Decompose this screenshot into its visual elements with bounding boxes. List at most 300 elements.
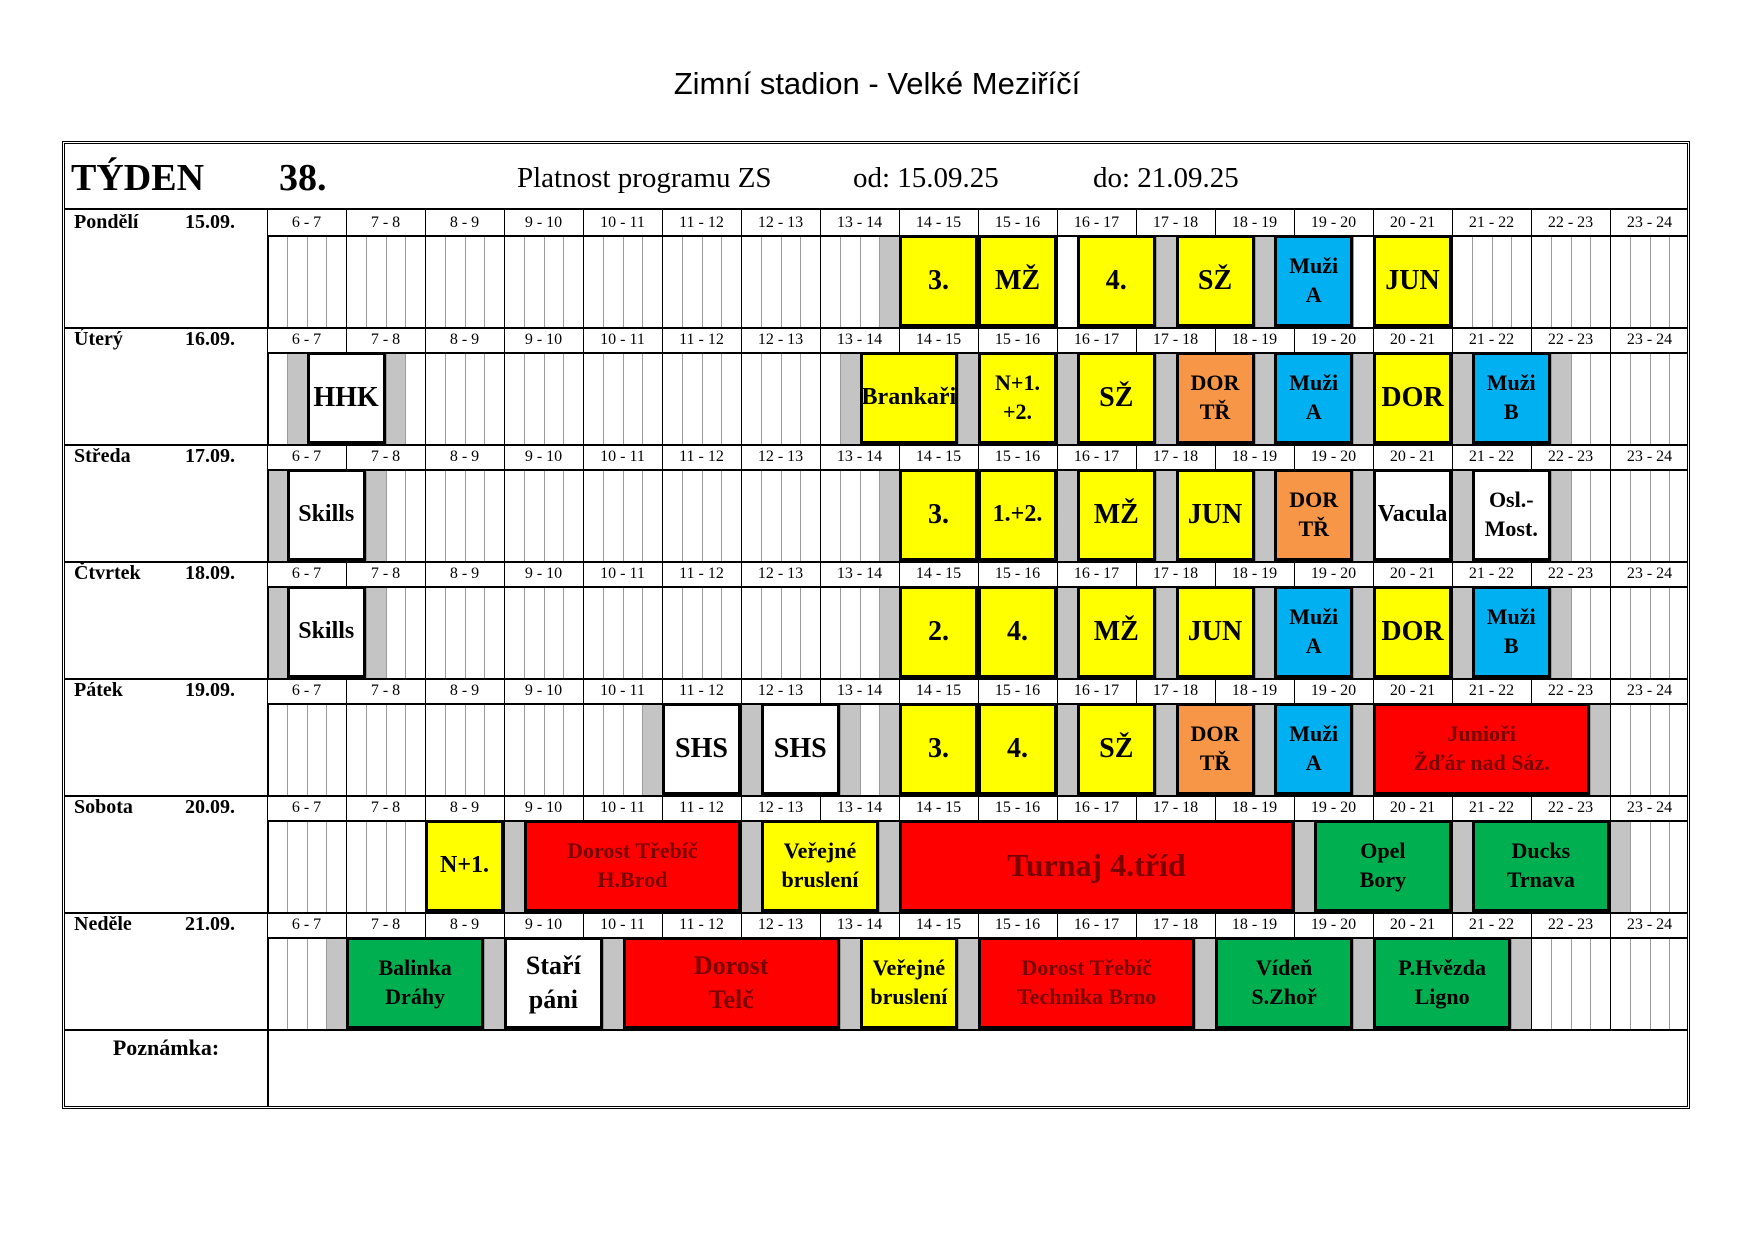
quarter-line (484, 586, 485, 678)
hour-line (1689, 444, 1690, 561)
gap-block (1452, 820, 1472, 912)
quarter-line (1630, 586, 1631, 678)
hour-label: 13 - 14 (836, 682, 883, 699)
event-block[interactable]: 4. (1077, 235, 1156, 327)
event-block[interactable]: Veřejné bruslení (860, 937, 959, 1029)
quarter-line (1650, 469, 1651, 561)
quarter-line (860, 235, 861, 327)
hour-line (1689, 561, 1690, 678)
quarter-line (642, 352, 643, 444)
event-block[interactable]: 4. (978, 586, 1057, 678)
quarter-line (1669, 703, 1670, 795)
hour-label: 9 - 10 (524, 682, 563, 699)
hour-label: 12 - 13 (757, 916, 804, 933)
event-block[interactable]: Skills (287, 469, 366, 561)
gap-block (879, 235, 899, 327)
event-block[interactable]: SŽ (1176, 235, 1255, 327)
quarter-line (544, 469, 545, 561)
gap-block (484, 937, 504, 1029)
quarter-line (761, 469, 762, 561)
hour-label: 12 - 13 (757, 448, 804, 465)
hour-label: 21 - 22 (1468, 331, 1515, 348)
event-block[interactable]: 3. (899, 703, 978, 795)
quarter-line (1630, 235, 1631, 327)
hour-label: 18 - 19 (1231, 916, 1278, 933)
quarter-line (465, 703, 466, 795)
quarter-line (603, 937, 604, 1029)
hour-label: 8 - 9 (449, 331, 480, 348)
row-bottom-line (65, 327, 1687, 329)
gap-block (1057, 703, 1077, 795)
quarter-line (860, 703, 861, 795)
event-block[interactable]: SHS (662, 703, 741, 795)
hour-label: 11 - 12 (679, 916, 724, 933)
gap-block (1551, 352, 1571, 444)
event-block[interactable]: SŽ (1077, 703, 1156, 795)
hour-label: 7 - 8 (370, 916, 401, 933)
gap-block (879, 703, 899, 795)
day-date: 18.09. (185, 562, 235, 584)
hour-label: 9 - 10 (524, 565, 563, 582)
event-block[interactable]: Vacula (1373, 469, 1452, 561)
event-block[interactable]: DOR TŘ (1176, 703, 1255, 795)
event-block[interactable]: 2. (899, 586, 978, 678)
gap-block (840, 352, 860, 444)
quarter-line (1590, 235, 1591, 327)
event-block[interactable]: JUN (1176, 469, 1255, 561)
event-block[interactable]: Osl.- Most. (1472, 469, 1551, 561)
hour-label: 18 - 19 (1231, 799, 1278, 816)
quarter-line (642, 469, 643, 561)
gap-block (1156, 352, 1176, 444)
event-block[interactable]: Turnaj 4.tříd (899, 820, 1294, 912)
event-block[interactable]: MŽ (978, 235, 1057, 327)
hour-label: 19 - 20 (1310, 331, 1357, 348)
hour-label: 13 - 14 (836, 565, 883, 582)
hour-label: 11 - 12 (679, 448, 724, 465)
gap-block (1156, 235, 1176, 327)
quarter-line (721, 352, 722, 444)
quarter-line (366, 820, 367, 912)
hour-label: 17 - 18 (1152, 565, 1199, 582)
hour-label: 8 - 9 (449, 682, 480, 699)
hour-label: 6 - 7 (291, 916, 322, 933)
quarter-line (1590, 586, 1591, 678)
hour-line (1689, 795, 1690, 912)
hour-label: 16 - 17 (1073, 448, 1120, 465)
day-name: Úterý (74, 328, 123, 350)
hour-label: 14 - 15 (915, 799, 962, 816)
gap-block (1057, 352, 1077, 444)
hour-label: 10 - 11 (600, 331, 645, 348)
hour-label: 21 - 22 (1468, 916, 1515, 933)
quarter-line (840, 352, 841, 444)
hour-label: 12 - 13 (757, 682, 804, 699)
hour-label: 6 - 7 (291, 682, 322, 699)
event-block[interactable]: Dorost Telč (623, 937, 840, 1029)
quarter-line (326, 703, 327, 795)
gap-block (366, 469, 386, 561)
event-block[interactable]: N+1. +2. (978, 352, 1057, 444)
quarter-line (1195, 937, 1196, 1029)
event-block[interactable]: Muži B (1472, 586, 1551, 678)
hour-label: 13 - 14 (836, 799, 883, 816)
quarter-line (544, 235, 545, 327)
quarter-line (405, 586, 406, 678)
quarter-line (1590, 469, 1591, 561)
event-block[interactable]: Muži B (1472, 352, 1551, 444)
hour-label: 15 - 16 (994, 214, 1041, 231)
hour-label: 16 - 17 (1073, 916, 1120, 933)
hour-label: 15 - 16 (994, 565, 1041, 582)
quarter-line (544, 586, 545, 678)
event-block[interactable]: 3. (899, 235, 978, 327)
hour-label: 23 - 24 (1626, 331, 1673, 348)
day-name: Středa (74, 445, 131, 467)
gap-block (326, 937, 346, 1029)
quarter-line (465, 586, 466, 678)
event-block[interactable]: MŽ (1077, 469, 1156, 561)
quarter-line (879, 469, 880, 561)
quarter-line (1590, 937, 1591, 1029)
event-block[interactable]: Skills (287, 586, 366, 678)
quarter-line (405, 469, 406, 561)
gap-block (1353, 703, 1373, 795)
hour-label: 8 - 9 (449, 448, 480, 465)
quarter-line (1650, 937, 1651, 1029)
quarter-line (800, 235, 801, 327)
day-label-divider (267, 820, 269, 912)
quarter-line (405, 352, 406, 444)
hour-line (1689, 912, 1690, 1029)
quarter-line (1551, 937, 1552, 1029)
day-label-divider (267, 703, 269, 795)
hour-label: 19 - 20 (1310, 565, 1357, 582)
hour-label: 13 - 14 (836, 214, 883, 231)
hour-label: 12 - 13 (757, 214, 804, 231)
gap-block (1353, 352, 1373, 444)
quarter-line (1669, 820, 1670, 912)
hour-label: 8 - 9 (449, 565, 480, 582)
quarter-line (840, 937, 841, 1029)
hour-label: 8 - 9 (449, 799, 480, 816)
hour-label: 7 - 8 (370, 331, 401, 348)
quarter-line (1255, 703, 1256, 795)
quarter-line (484, 937, 485, 1029)
event-block[interactable]: DOR (1373, 586, 1452, 678)
quarter-line (544, 352, 545, 444)
hour-label: 9 - 10 (524, 799, 563, 816)
quarter-line (721, 469, 722, 561)
quarter-line (879, 235, 880, 327)
quarter-line (1669, 352, 1670, 444)
quarter-line (879, 820, 880, 912)
event-block[interactable]: Ducks Trnava (1472, 820, 1610, 912)
quarter-line (1630, 469, 1631, 561)
quarter-line (840, 235, 841, 327)
quarter-line (1492, 235, 1493, 327)
hour-label: 12 - 13 (757, 565, 804, 582)
quarter-line (702, 586, 703, 678)
gap-block (1057, 469, 1077, 561)
quarter-line (1551, 235, 1552, 327)
hour-label: 7 - 8 (370, 799, 401, 816)
hour-label: 23 - 24 (1626, 916, 1673, 933)
event-block[interactable]: Brankaři (860, 352, 959, 444)
quarter-line (524, 586, 525, 678)
event-block[interactable]: SHS (761, 703, 840, 795)
gap-block (504, 820, 524, 912)
event-block[interactable]: 3. (899, 469, 978, 561)
day-label-divider (267, 469, 269, 561)
day-name: Pátek (74, 679, 123, 701)
hour-label: 7 - 8 (370, 448, 401, 465)
event-block[interactable]: DOR (1373, 352, 1452, 444)
quarter-line (761, 352, 762, 444)
row-bottom-line (65, 444, 1687, 446)
gap-block (1255, 352, 1275, 444)
quarter-line (702, 469, 703, 561)
quarter-line (1156, 235, 1157, 327)
quarter-line (563, 703, 564, 795)
hour-label: 15 - 16 (994, 331, 1041, 348)
quarter-line (524, 235, 525, 327)
event-block[interactable]: Dorost Třebíč H.Brod (524, 820, 741, 912)
hour-label: 21 - 22 (1468, 448, 1515, 465)
hour-label: 16 - 17 (1073, 799, 1120, 816)
event-block[interactable]: JUN (1373, 235, 1452, 327)
gap-block (879, 820, 899, 912)
quarter-line (781, 235, 782, 327)
quarter-line (1630, 352, 1631, 444)
quarter-line (1353, 352, 1354, 444)
quarter-line (1156, 703, 1157, 795)
hour-label: 14 - 15 (915, 682, 962, 699)
quarter-line (326, 820, 327, 912)
quarter-line (682, 586, 683, 678)
hour-label: 14 - 15 (915, 448, 962, 465)
gap-block (840, 937, 860, 1029)
gap-block (1255, 586, 1275, 678)
day-date: 17.09. (185, 445, 235, 467)
quarter-line (563, 586, 564, 678)
hour-label: 9 - 10 (524, 448, 563, 465)
day-name: Pondělí (74, 211, 139, 233)
quarter-line (386, 586, 387, 678)
hour-label: 17 - 18 (1152, 682, 1199, 699)
quarter-line (1669, 937, 1670, 1029)
gap-block (1353, 586, 1373, 678)
quarter-line (702, 235, 703, 327)
hour-label: 9 - 10 (524, 214, 563, 231)
event-block[interactable]: Balinka Dráhy (346, 937, 484, 1029)
day-name: Neděle (74, 913, 132, 935)
note-label: Poznámka: (112, 1035, 220, 1060)
quarter-line (781, 469, 782, 561)
hour-label: 10 - 11 (600, 214, 645, 231)
hour-label: 10 - 11 (600, 799, 645, 816)
hour-label: 10 - 11 (600, 682, 645, 699)
hour-label: 20 - 21 (1389, 214, 1436, 231)
hour-label: 23 - 24 (1626, 799, 1673, 816)
day-date: 15.09. (185, 211, 235, 233)
gap-block (879, 586, 899, 678)
event-block[interactable]: Staří páni (504, 937, 603, 1029)
hour-label: 18 - 19 (1231, 214, 1278, 231)
hour-label: 11 - 12 (679, 799, 724, 816)
event-block[interactable]: Muži A (1274, 703, 1353, 795)
event-block[interactable]: 1.+2. (978, 469, 1057, 561)
day-date: 16.09. (185, 328, 235, 350)
hour-label: 22 - 23 (1547, 214, 1594, 231)
row-bottom-line (65, 1029, 1687, 1031)
quarter-line (781, 586, 782, 678)
quarter-line (445, 235, 446, 327)
quarter-line (1353, 703, 1354, 795)
quarter-line (682, 235, 683, 327)
gap-block (1551, 586, 1571, 678)
hour-label: 15 - 16 (994, 799, 1041, 816)
gap-block (1551, 469, 1571, 561)
quarter-line (682, 469, 683, 561)
event-block[interactable]: Muži A (1274, 235, 1353, 327)
gap-block (1156, 586, 1176, 678)
event-block[interactable]: JUN (1176, 586, 1255, 678)
hour-label: 14 - 15 (915, 331, 962, 348)
quarter-line (623, 469, 624, 561)
event-block[interactable]: N+1. (425, 820, 504, 912)
hour-line (1689, 678, 1690, 795)
event-block[interactable]: Opel Bory (1314, 820, 1452, 912)
event-block[interactable]: Muži A (1274, 352, 1353, 444)
event-block[interactable]: P.Hvězda Ligno (1373, 937, 1511, 1029)
quarter-line (484, 469, 485, 561)
row-bottom-line (65, 678, 1687, 680)
quarter-line (307, 820, 308, 912)
hour-label: 14 - 15 (915, 565, 962, 582)
quarter-line (1472, 235, 1473, 327)
quarter-line (682, 352, 683, 444)
quarter-line (307, 235, 308, 327)
quarter-line (1630, 820, 1631, 912)
event-block[interactable]: Junioři Žďár nad Sáz. (1373, 703, 1590, 795)
quarter-line (1353, 586, 1354, 678)
quarter-line (603, 586, 604, 678)
hour-label: 7 - 8 (370, 214, 401, 231)
hour-label: 17 - 18 (1152, 916, 1199, 933)
quarter-line (465, 469, 466, 561)
quarter-line (1630, 703, 1631, 795)
hour-label: 22 - 23 (1547, 682, 1594, 699)
hour-label: 20 - 21 (1389, 331, 1436, 348)
quarter-line (1669, 235, 1670, 327)
hour-label: 19 - 20 (1310, 916, 1357, 933)
quarter-line (366, 586, 367, 678)
quarter-line (1255, 235, 1256, 327)
hour-label: 20 - 21 (1389, 916, 1436, 933)
quarter-line (761, 235, 762, 327)
gap-block (1156, 469, 1176, 561)
gap-block (1294, 820, 1314, 912)
hour-label: 12 - 13 (757, 799, 804, 816)
row-bottom-line (65, 912, 1687, 914)
quarter-line (603, 469, 604, 561)
quarter-line (603, 352, 604, 444)
quarter-line (623, 703, 624, 795)
hour-label: 8 - 9 (449, 916, 480, 933)
event-block[interactable]: DOR TŘ (1176, 352, 1255, 444)
quarter-line (642, 235, 643, 327)
quarter-line (287, 820, 288, 912)
quarter-line (1571, 937, 1572, 1029)
quarter-line (1511, 235, 1512, 327)
gap-block (879, 469, 899, 561)
hour-label: 11 - 12 (679, 565, 724, 582)
quarter-line (623, 352, 624, 444)
quarter-line (405, 703, 406, 795)
gap-block (287, 352, 307, 444)
gap-block (366, 586, 386, 678)
day-date: 20.09. (185, 796, 235, 818)
event-block[interactable]: 4. (978, 703, 1057, 795)
quarter-line (563, 352, 564, 444)
quarter-line (1650, 235, 1651, 327)
gap-block (1590, 703, 1610, 795)
event-block[interactable]: SŽ (1077, 352, 1156, 444)
event-block[interactable]: Veřejné bruslení (761, 820, 880, 912)
quarter-line (465, 235, 466, 327)
hour-label: 16 - 17 (1073, 331, 1120, 348)
quarter-line (721, 235, 722, 327)
hour-label: 9 - 10 (524, 916, 563, 933)
quarter-line (1353, 937, 1354, 1029)
quarter-line (287, 937, 288, 1029)
gap-block (1156, 703, 1176, 795)
quarter-line (1571, 235, 1572, 327)
event-block[interactable]: Muži A (1274, 586, 1353, 678)
hour-label: 17 - 18 (1152, 799, 1199, 816)
quarter-line (840, 469, 841, 561)
quarter-line (623, 586, 624, 678)
event-block[interactable]: HHK (307, 352, 386, 444)
event-block[interactable]: MŽ (1077, 586, 1156, 678)
row-bottom-line (65, 561, 1687, 563)
hour-label: 20 - 21 (1389, 682, 1436, 699)
event-block[interactable]: Dorost Třebíč Technika Brno (978, 937, 1195, 1029)
event-block[interactable]: DOR TŘ (1274, 469, 1353, 561)
quarter-line (840, 586, 841, 678)
gap-block (267, 586, 287, 678)
hour-label: 11 - 12 (679, 682, 724, 699)
quarter-line (623, 235, 624, 327)
quarter-line (958, 937, 959, 1029)
quarter-line (603, 235, 604, 327)
day-label-divider (267, 352, 269, 444)
hour-label: 17 - 18 (1152, 331, 1199, 348)
event-block[interactable]: Vídeň S.Zhoř (1215, 937, 1353, 1029)
gap-block (386, 352, 406, 444)
gap-block (1452, 352, 1472, 444)
hour-label: 19 - 20 (1310, 448, 1357, 465)
hour-label: 22 - 23 (1547, 565, 1594, 582)
gap-block (1353, 469, 1373, 561)
quarter-line (524, 703, 525, 795)
quarter-line (1650, 703, 1651, 795)
quarter-line (445, 352, 446, 444)
quarter-line (860, 586, 861, 678)
quarter-line (840, 703, 841, 795)
quarter-line (879, 586, 880, 678)
